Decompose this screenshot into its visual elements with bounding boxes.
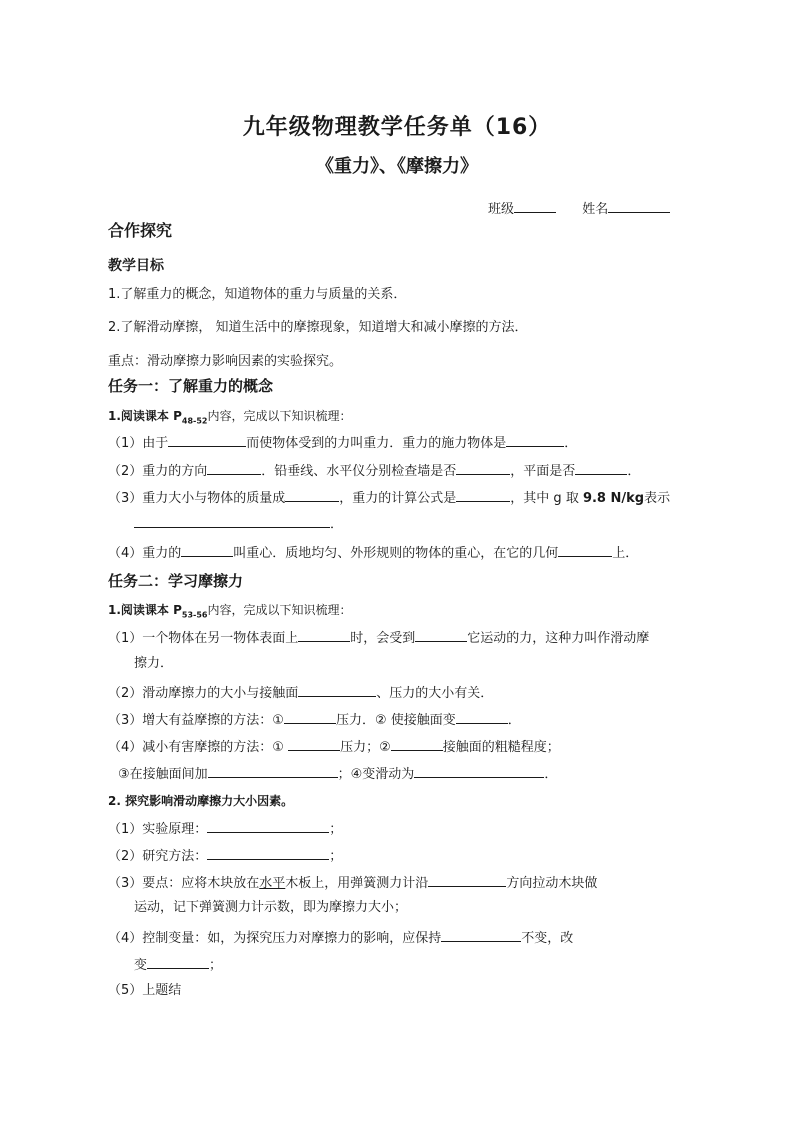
explore-q3: （3）要点：应将木块放在水平木板上，用弹簧测力计沿 方向拉动木块做	[108, 872, 597, 893]
task2-q3: （3）增大有益摩擦的方法：① 压力．② 使接触面变 ．	[108, 709, 521, 730]
blank[interactable]	[298, 682, 376, 697]
blank[interactable]	[456, 709, 508, 724]
explore-q4: （4）控制变量：如，为探究压力对摩擦力的影响，应保持 不变，改	[108, 927, 573, 948]
blank[interactable]	[288, 736, 340, 751]
blank[interactable]	[414, 763, 544, 778]
blank[interactable]	[391, 736, 443, 751]
blank[interactable]	[147, 954, 209, 969]
blank[interactable]	[298, 627, 350, 642]
objective-2: 2.了解滑动摩擦， 知道生活中的摩擦现象，知道增大和减小摩擦的方法．	[108, 320, 528, 335]
task2-q4-cont: ③在接触面间加 ；④变滑动为 ．	[118, 763, 557, 784]
class-name-line	[488, 198, 670, 217]
task1-q3-cont: ．	[134, 513, 343, 534]
task2-q1: （1）一个物体在另一物体表面上 时，会受到 它运动的力，这种力叫作滑动摩	[108, 627, 649, 648]
blank[interactable]	[456, 487, 510, 502]
task2-intro: 1.阅读课本 $P_{53-56}$内容，完成以下知识梳理：	[108, 603, 352, 620]
task1-heading: 任务一：了解重力的概念	[108, 377, 274, 395]
task2-q2: （2）滑动摩擦力的大小与接触面 、压力的大小有关．	[108, 682, 493, 703]
objectives-heading: 教学目标	[108, 258, 164, 274]
explore-q3-cont: 运动，记下弹簧测力计示数，即为摩擦力大小；	[134, 900, 408, 915]
blank[interactable]	[285, 487, 339, 502]
blank[interactable]	[558, 542, 612, 557]
blank[interactable]	[181, 542, 233, 557]
blank[interactable]	[134, 513, 330, 528]
class-blank[interactable]	[514, 198, 556, 213]
blank[interactable]	[207, 818, 329, 833]
task1-q3: （3）重力大小与物体的质量成 ，重力的计算公式是 ，其中 g 取 9.8 N/kg表示	[108, 487, 670, 508]
task1-q4: （4）重力的 叫重心．质地均匀、外形规则的物体的重心，在它的几何 上．	[108, 542, 638, 563]
explore-heading: 2. 探究影响滑动摩擦力大小因素。	[108, 794, 294, 808]
task2-heading: 任务二：学习摩擦力	[108, 572, 244, 590]
blank[interactable]	[207, 460, 261, 475]
blank[interactable]	[168, 432, 246, 447]
task1-q2: （2）重力的方向 ．铅垂线、水平仪分别检查墙是否 ，平面是否 ．	[108, 460, 640, 481]
explore-q5: （5）上题结	[108, 983, 182, 998]
blank[interactable]	[575, 460, 627, 475]
task1-q1: （1）由于 而使物体受到的力叫重力．重力的施力物体是 ．	[108, 432, 577, 453]
task2-q1-cont: 擦力．	[134, 656, 174, 671]
explore-q2: （2）研究方法： ；	[108, 845, 342, 866]
objective-1: 1.了解重力的概念，知道物体的重力与质量的关系．	[108, 287, 407, 302]
name-label: 姓名	[582, 202, 609, 217]
class-label: 班级	[488, 202, 515, 217]
section-heading: 合作探究	[108, 221, 173, 240]
page-title: 九年级物理教学任务单（16）	[242, 115, 552, 140]
blank[interactable]	[207, 845, 329, 860]
explore-q4-cont: 变 ；	[134, 954, 222, 975]
task1-intro: 1.阅读课本 $P_{48-52}$内容，完成以下知识梳理：	[108, 409, 352, 426]
blank[interactable]	[208, 763, 338, 778]
blank[interactable]	[456, 460, 510, 475]
blank[interactable]	[506, 432, 564, 447]
page-subtitle: 《重力》、《摩擦力》	[316, 156, 478, 177]
blank[interactable]	[415, 627, 467, 642]
explore-q1: （1）实验原理： ；	[108, 818, 342, 839]
blank[interactable]	[284, 709, 336, 724]
key-point: 重点：滑动摩擦力影响因素的实验探究。	[108, 354, 343, 369]
blank[interactable]	[441, 927, 521, 942]
name-blank[interactable]	[608, 198, 670, 213]
blank[interactable]	[428, 872, 506, 887]
task2-q4: （4）减小有害摩擦的方法：① 压力；② 接触面的粗糙程度；	[108, 736, 560, 757]
